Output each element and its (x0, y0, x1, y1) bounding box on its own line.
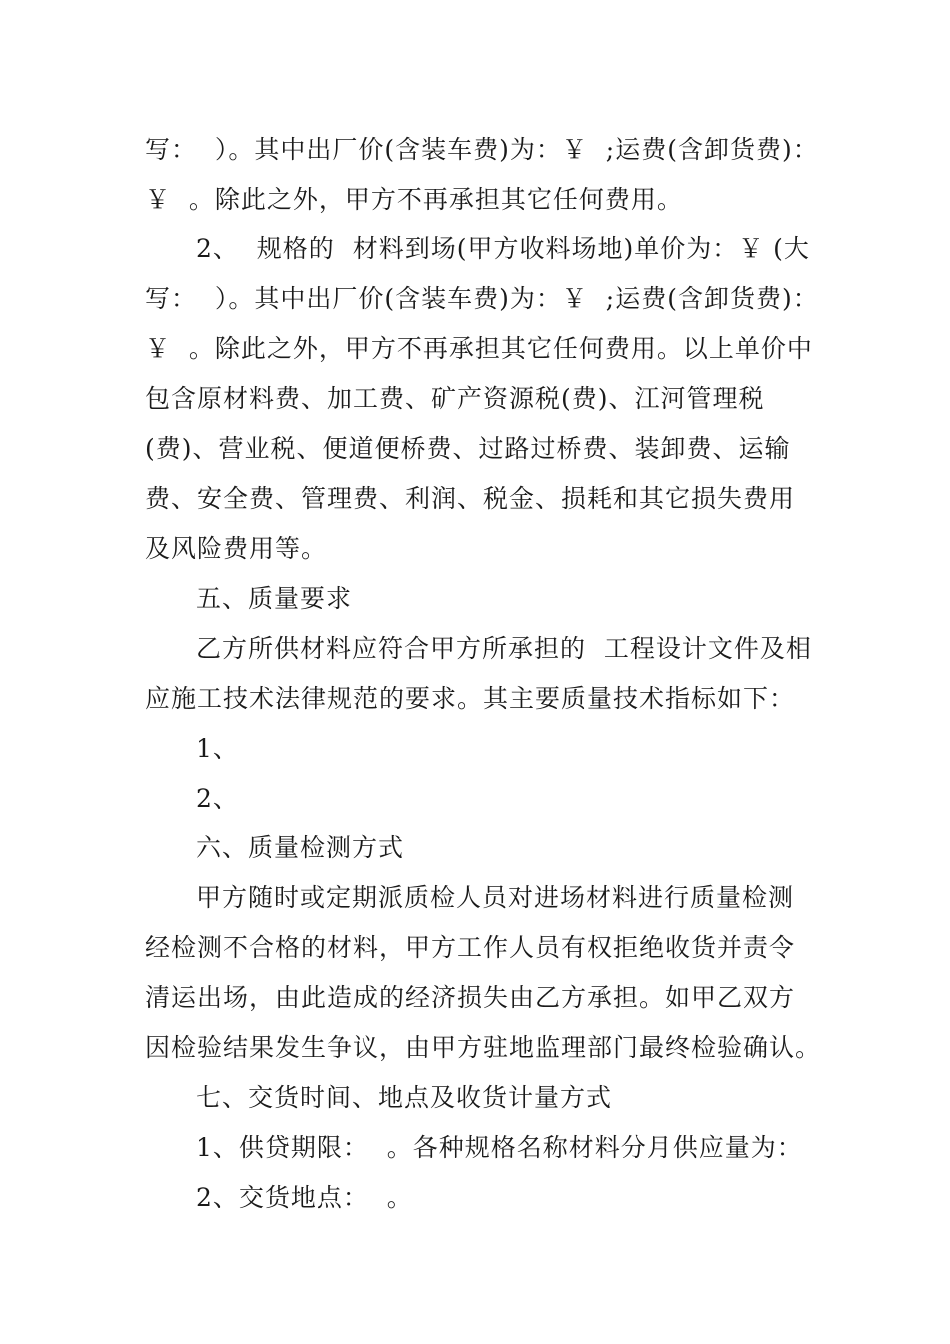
list-item: 1、 (196, 734, 239, 763)
section-heading: 五、质量要求 (196, 584, 353, 613)
text-line: (费)、营业税、便道便桥费、过路过桥费、装卸费、运输 (145, 434, 791, 463)
list-item: 2、 (196, 784, 239, 813)
text-line: 乙方所供材料应符合甲方所承担的 工程设计文件及相 (196, 634, 812, 663)
text-line: 费、安全费、管理费、利润、税金、损耗和其它损失费用 (145, 484, 796, 513)
text-line: 及风险费用等。 (145, 534, 328, 563)
text-line: 因检验结果发生争议，由甲方驻地监理部门最终检验确认。 (145, 1033, 822, 1062)
section-heading: 六、质量检测方式 (196, 833, 405, 862)
text-line: 经检测不合格的材料，甲方工作人员有权拒绝收货并责令 (145, 933, 796, 962)
text-line: 2、 规格的 材料到场(甲方收料场地)单价为：￥ (大 (196, 234, 810, 263)
section-heading: 七、交货时间、地点及收货计量方式 (196, 1083, 613, 1112)
text-line: 包含原材料费、加工费、矿产资源税(费)、江河管理税 (145, 384, 765, 413)
text-line: 清运出场，由此造成的经济损失由乙方承担。如甲乙双方 (145, 983, 796, 1012)
text-line: 甲方随时或定期派质检人员对进场材料进行质量检测 (196, 883, 795, 912)
text-line: ￥ 。除此之外，甲方不再承担其它任何费用。以上单价中 (145, 334, 813, 363)
list-item: 1、供贷期限： 。各种规格名称材料分月供应量为： (196, 1133, 803, 1162)
list-item: 2、交货地点： 。 (196, 1183, 413, 1212)
text-line: 写： ）。其中出厂价(含装车费)为：￥ ;运费(含卸货费)： (145, 135, 819, 164)
text-line: ￥ 。除此之外，甲方不再承担其它任何费用。 (145, 185, 683, 214)
text-line: 应施工技术法律规范的要求。其主要质量技术指标如下： (145, 684, 796, 713)
text-line: 写： ）。其中出厂价(含装车费)为：￥ ;运费(含卸货费)： (145, 284, 819, 313)
